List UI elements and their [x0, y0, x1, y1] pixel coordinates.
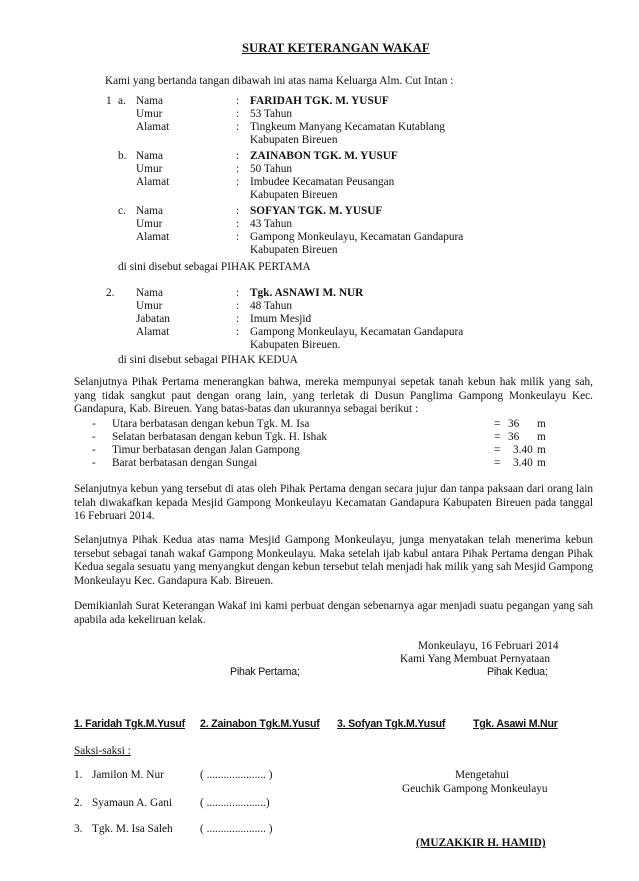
member-b-address-1: Imbudee Kecamatan Peusangan — [250, 176, 395, 188]
member-c-nama-label: Nama — [136, 205, 163, 217]
witness-number: 2. — [74, 797, 83, 809]
colon: : — [236, 231, 240, 243]
boundary-unit: m — [537, 431, 546, 443]
boundary-south: Selatan berbatasan dengan kebun Tgk. H. Ishak — [112, 431, 327, 443]
party2-position: Imum Mesjid — [250, 313, 312, 325]
member-b-alamat-label: Alamat — [136, 176, 170, 188]
signatory-zainabon: 2. Zainabon Tgk.M.Yusuf — [200, 718, 320, 730]
member-a-umur-label: Umur — [136, 108, 163, 120]
party2-age: 48 Tahun — [250, 300, 292, 312]
party2-designation: di sini disebut sebagai PIHAK KEDUA — [118, 354, 298, 366]
witness-2-name: Syamaun A. Gani — [92, 797, 173, 809]
member-a-address-1: Tingkeum Manyang Kecamatan Kutablang — [250, 121, 446, 133]
signatory-asnawi: Tgk. Asawi M.Nur — [473, 718, 558, 730]
party2-address-1: Gampong Monkeulayu, Kecamatan Gandapura — [250, 326, 464, 338]
boundary-west: Barat berbatasan dengan Sungai — [112, 457, 258, 469]
acknowledge-label: Mengetahui — [455, 769, 509, 781]
member-b-nama-label: Nama — [136, 150, 163, 162]
boundary-dash: - — [92, 431, 96, 443]
member-a-letter: a. — [118, 95, 126, 107]
colon: : — [236, 108, 240, 120]
party1-designation: di sini disebut sebagai PIHAK PERTAMA — [118, 261, 311, 273]
party2-jabatan-label: Jabatan — [136, 313, 170, 325]
member-a-alamat-label: Alamat — [136, 121, 170, 133]
member-c-letter: c. — [118, 205, 126, 217]
paragraph-land-description: Selanjutnya Pihak Pertama menerangkan bahwa, mereka mempunyai sepetak tanah kebun hak milik yang sah, yang tidak sangkut paut dengan orang lain, yang terletak di Dusun Panglima Gampong Monkeulayu Kec. Gandapura, Kab. Bireuen. Yang batas-batas dan ukurannya sebagai berikut : — [74, 376, 593, 416]
party1-number: 1 — [106, 95, 112, 107]
acknowledge-name: (MUZAKKIR H. HAMID) — [416, 837, 546, 849]
member-a-address-2: Kabupaten Bireuen — [250, 134, 338, 146]
paragraph-closing: Demikianlah Surat Keterangan Wakaf ini kami perbuat dengan sebenarnya agar menjadi suatu pegangan yang sah apabila ada kekeliruan kelak. — [74, 600, 593, 626]
boundary-eq: = — [494, 457, 501, 469]
colon: : — [236, 176, 240, 188]
witness-3-name: Tgk. M. Isa Saleh — [92, 823, 173, 835]
witness-number: 3. — [74, 823, 83, 835]
colon: : — [236, 313, 240, 325]
witness-number: 1. — [74, 769, 83, 781]
paragraph-donation: Selanjutnya kebun yang tersebut di atas oleh Pihak Pertama dengan secara jujur dan tanpa paksaan dari orang lain telah diwakafkan kepada Mesjid Gampong Monkeulayu Kecamatan Gandapura Kabupaten Bireuen pada tanggal 16 Februari 2014. — [74, 483, 593, 523]
boundary-east: Timur berbatasan dengan Jalan Gampong — [112, 444, 300, 456]
member-c-age: 43 Tahun — [250, 218, 292, 230]
member-b-name: ZAINABON TGK. M. YUSUF — [250, 150, 398, 162]
boundary-north: Utara berbatasan dengan kebun Tgk. M. Isa — [112, 418, 310, 430]
member-c-address-2: Kabupaten Bireuen — [250, 244, 338, 256]
boundary-south-value: 36 — [508, 431, 520, 443]
party2-address-2: Kabupaten Bireuen. — [250, 339, 341, 351]
boundary-dash: - — [92, 457, 96, 469]
boundary-north-value: 36 — [508, 418, 520, 430]
witnesses-heading: Saksi-saksi : — [74, 745, 131, 757]
boundary-eq: = — [494, 444, 501, 456]
colon: : — [236, 326, 240, 338]
colon: : — [236, 205, 240, 217]
member-c-name: SOFYAN TGK. M. YUSUF — [250, 205, 383, 217]
colon: : — [236, 287, 240, 299]
member-a-name: FARIDAH TGK. M. YUSUF — [250, 95, 389, 107]
party2-name: Tgk. ASNAWI M. NUR — [250, 287, 364, 299]
party2-umur-label: Umur — [136, 300, 163, 312]
colon: : — [236, 300, 240, 312]
party1-sign-label: Pihak Pertama; — [230, 666, 300, 678]
party2-alamat-label: Alamat — [136, 326, 170, 338]
boundary-dash: - — [92, 418, 96, 430]
party2-number: 2. — [106, 287, 115, 299]
party2-nama-label: Nama — [136, 287, 163, 299]
colon: : — [236, 121, 240, 133]
colon: : — [236, 218, 240, 230]
witness-1-signature: ( ..................... ) — [200, 769, 273, 781]
boundary-dash: - — [92, 444, 96, 456]
place-date: Monkeulayu, 16 Februari 2014 — [418, 640, 559, 652]
member-c-umur-label: Umur — [136, 218, 163, 230]
member-c-address-1: Gampong Monkeulayu, Kecamatan Gandapura — [250, 231, 464, 243]
boundary-west-value: 3.40 — [513, 457, 533, 469]
member-a-age: 53 Tahun — [250, 108, 292, 120]
member-b-address-2: Kabupaten Bireuen — [250, 189, 338, 201]
party2-sign-label: Pihak Kedua; — [487, 666, 548, 678]
signatory-faridah: 1. Faridah Tgk.M.Yusuf — [74, 718, 185, 730]
boundary-unit: m — [537, 444, 546, 456]
witness-2-signature: ( .....................) — [200, 797, 270, 809]
boundary-unit: m — [537, 418, 546, 430]
member-b-age: 50 Tahun — [250, 163, 292, 175]
intro-text: Kami yang bertanda tangan dibawah ini atas nama Keluarga Alm. Cut Intan : — [105, 75, 454, 87]
witness-3-signature: ( ..................... ) — [200, 823, 273, 835]
acknowledge-office: Geuchik Gampong Monkeulayu — [402, 783, 548, 795]
boundary-east-value: 3.40 — [513, 444, 533, 456]
member-b-umur-label: Umur — [136, 163, 163, 175]
member-c-alamat-label: Alamat — [136, 231, 170, 243]
document-title: SURAT KETERANGAN WAKAF — [242, 41, 430, 55]
boundary-unit: m — [537, 457, 546, 469]
statement-maker: Kami Yang Membuat Pernyataan — [400, 653, 550, 665]
colon: : — [236, 95, 240, 107]
witness-1-name: Jamilon M. Nur — [92, 769, 164, 781]
paragraph-acceptance: Selanjutnya Pihak Kedua atas nama Mesjid Gampong Monkeulayu, junga menyatakan telah menerima kebun tersebut sebagai tanah wakaf Gampong Monkeulayu. Maka setelah ijab kabul antara Pihak Pertama dengan Pihak Kedua segala sesuatu yang menyangkut dengan kebun tersebut telah menjadi hak milik yang sah Mesjid Gampong Monkeulayu Kec. Gandapura Kab. Bireuen. — [74, 534, 593, 587]
boundary-eq: = — [494, 418, 501, 430]
member-b-letter: b. — [118, 150, 127, 162]
colon: : — [236, 163, 240, 175]
colon: : — [236, 150, 240, 162]
boundary-eq: = — [494, 431, 501, 443]
member-a-nama-label: Nama — [136, 95, 163, 107]
signatory-sofyan: 3. Sofyan Tgk.M.Yusuf — [337, 718, 446, 730]
